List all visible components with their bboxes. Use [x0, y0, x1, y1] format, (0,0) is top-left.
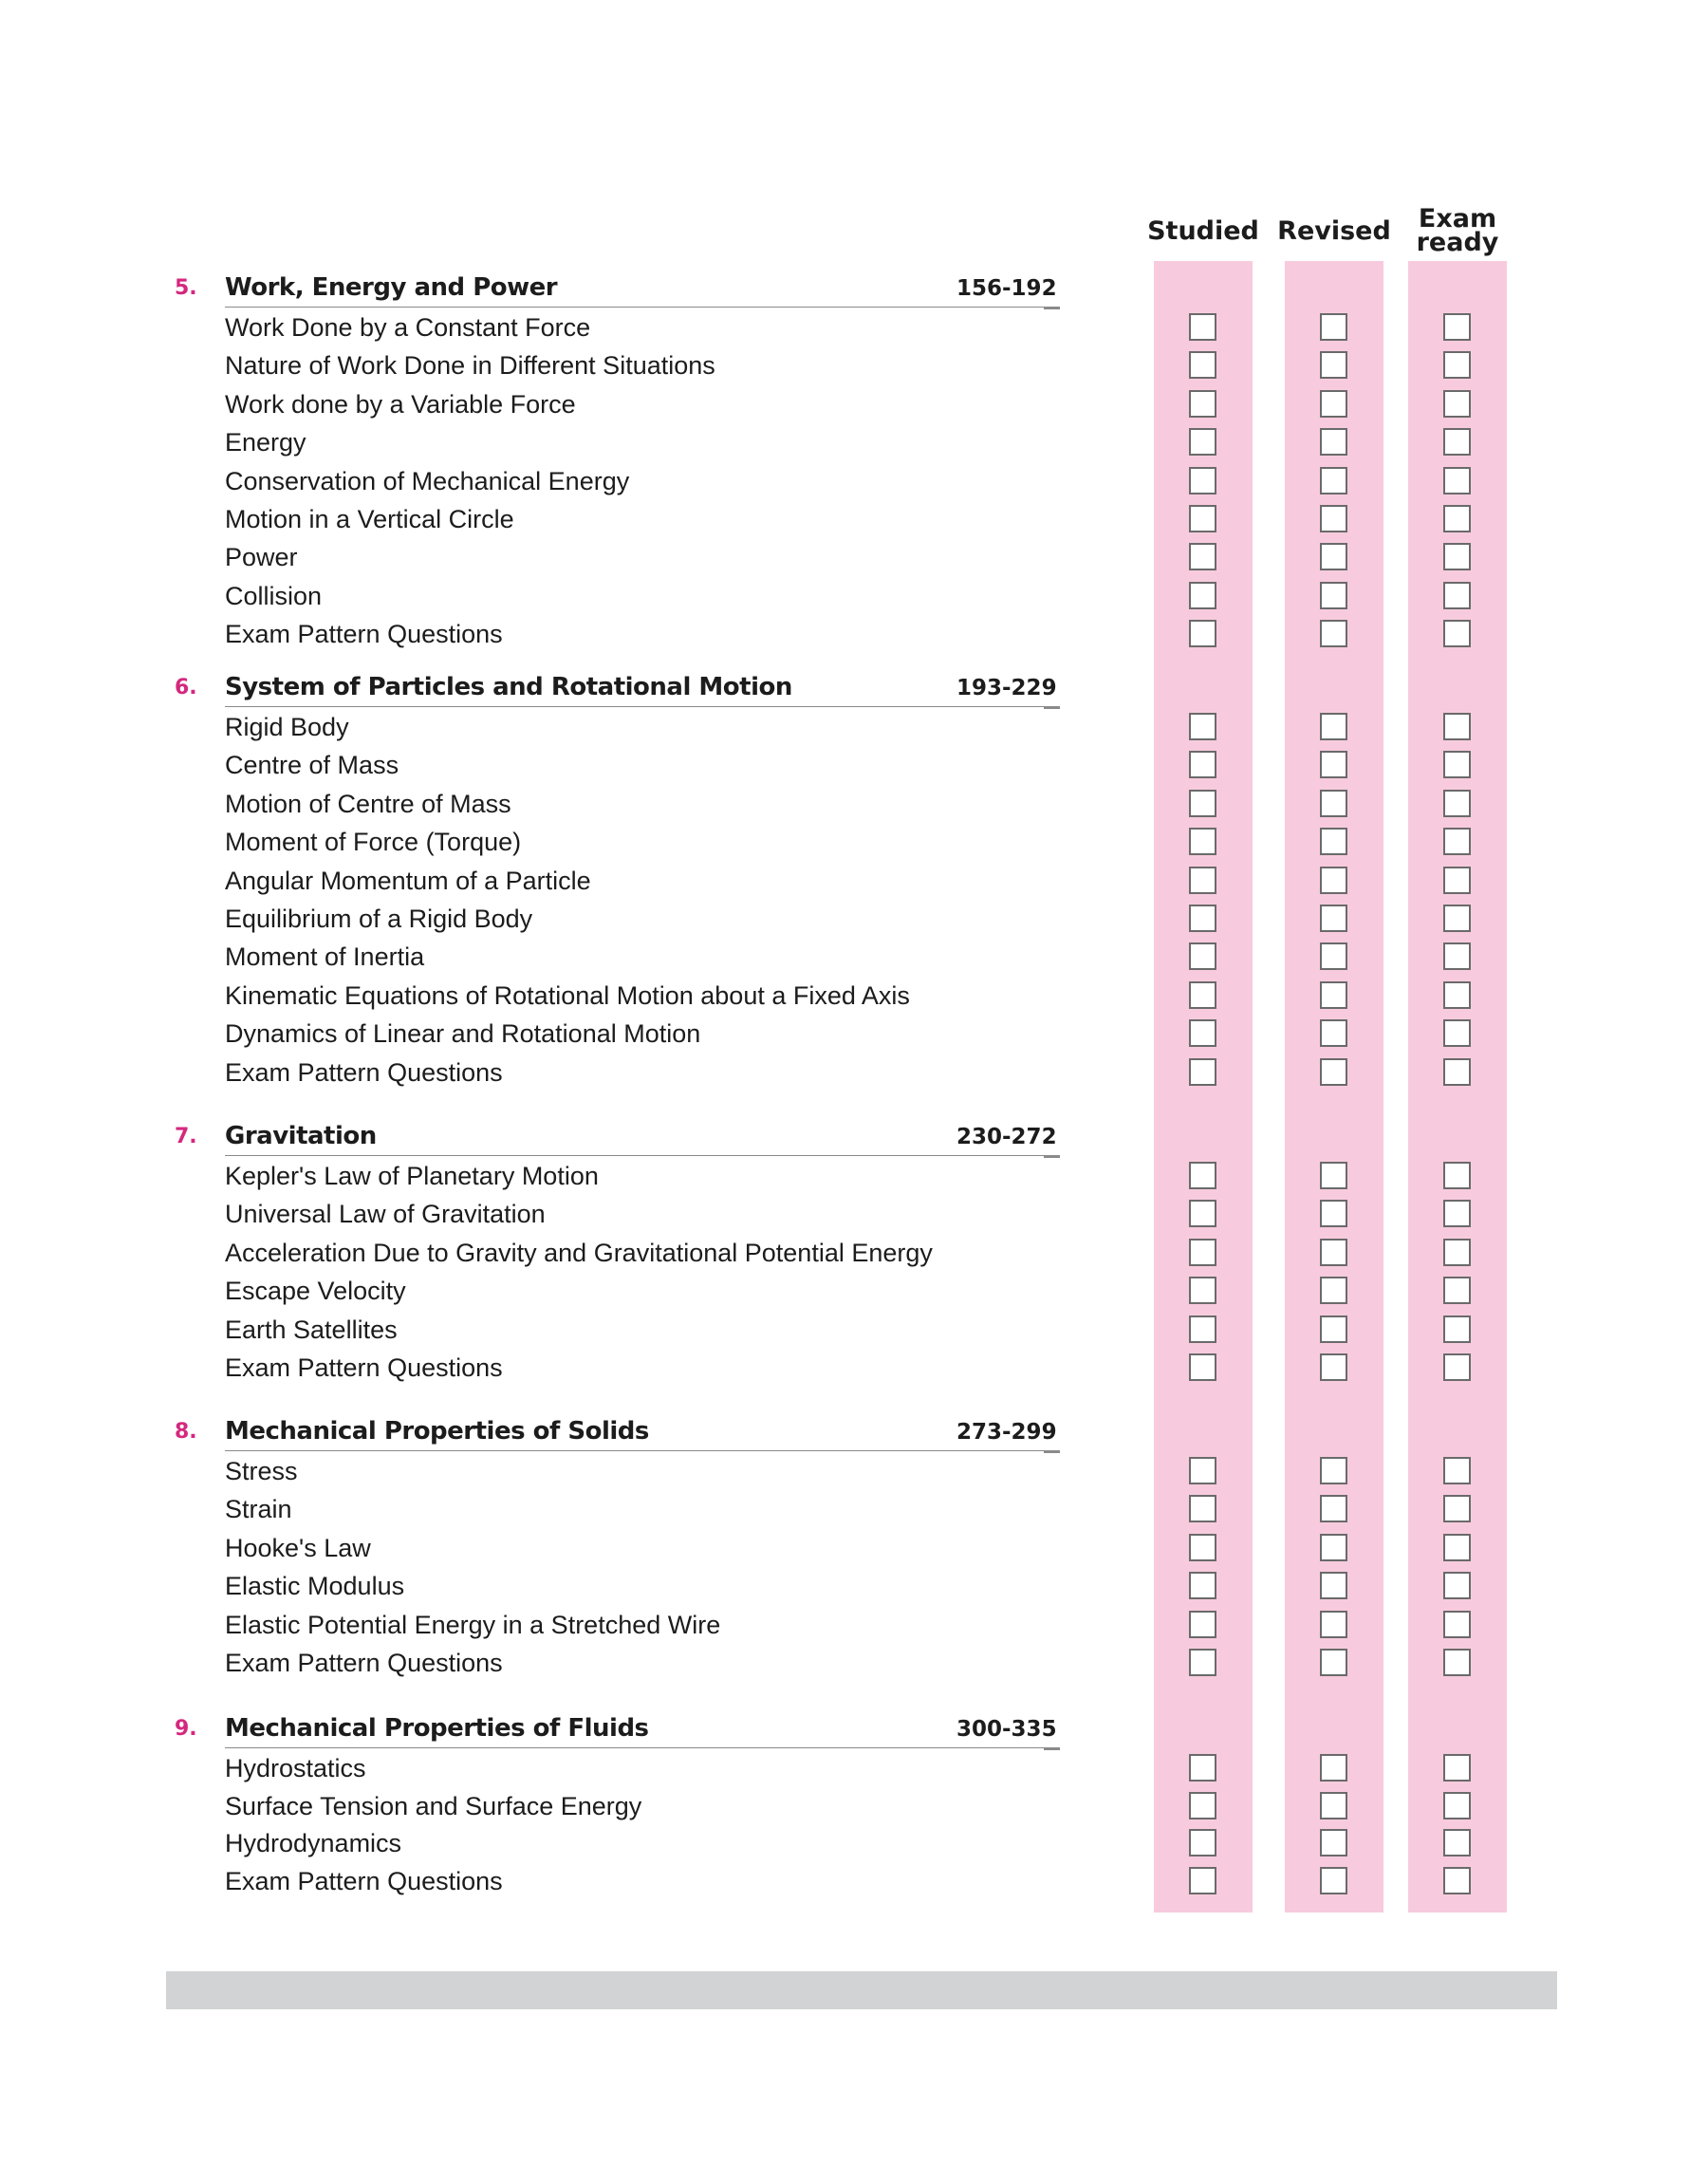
topic-label: Moment of Inertia [225, 942, 425, 972]
chapter-divider [225, 1747, 1060, 1748]
exam-ready-checkbox[interactable] [1443, 1058, 1471, 1086]
studied-checkbox[interactable] [1189, 1019, 1216, 1047]
studied-checkbox[interactable] [1189, 981, 1216, 1009]
exam-ready-checkbox[interactable] [1443, 390, 1471, 418]
revised-checkbox[interactable] [1320, 390, 1347, 418]
revised-checkbox[interactable] [1320, 828, 1347, 855]
chapter-number: 5. [175, 276, 197, 300]
chapter-header [0, 1119, 1708, 1157]
exam-ready-header-line2: ready [1416, 228, 1499, 257]
studied-checkbox[interactable] [1189, 313, 1216, 341]
exam-ready-checkbox[interactable] [1443, 1457, 1471, 1484]
topic-label: Equilibrium of a Rigid Body [225, 905, 533, 933]
topic-label: Hydrodynamics [225, 1829, 402, 1857]
revised-checkbox[interactable] [1320, 1457, 1347, 1484]
studied-checkbox[interactable] [1189, 828, 1216, 855]
studied-checkbox[interactable] [1189, 1649, 1216, 1676]
topic-label: Elastic Modulus [225, 1572, 405, 1601]
exam-ready-checkbox[interactable] [1443, 1019, 1471, 1047]
revised-checkbox[interactable] [1320, 313, 1347, 341]
revised-checkbox[interactable] [1320, 1754, 1347, 1782]
exam-ready-checkbox[interactable] [1443, 713, 1471, 740]
studied-checkbox[interactable] [1189, 1754, 1216, 1782]
exam-ready-checkbox[interactable] [1443, 1611, 1471, 1638]
chapter-divider-tick [1044, 706, 1060, 709]
topic-label: Work done by a Variable Force [225, 389, 576, 419]
revised-checkbox[interactable] [1320, 1200, 1347, 1227]
studied-checkbox[interactable] [1189, 1239, 1216, 1266]
chapter-page-range: 193-229 [956, 676, 1057, 700]
topic-label: Exam Pattern Questions [225, 1866, 503, 1895]
revised-checkbox[interactable] [1320, 1534, 1347, 1561]
chapter-header [0, 1414, 1708, 1452]
exam-ready-checkbox[interactable] [1443, 505, 1471, 532]
topic-label: Acceleration Due to Gravity and Gravitational Potential Energy [225, 1238, 933, 1267]
revised-checkbox[interactable] [1320, 1315, 1347, 1343]
chapter-divider-tick [1044, 1155, 1060, 1158]
studied-checkbox[interactable] [1189, 751, 1216, 778]
topic-label: Hydrostatics [225, 1754, 366, 1782]
studied-checkbox[interactable] [1189, 1277, 1216, 1304]
exam-ready-checkbox[interactable] [1443, 582, 1471, 609]
revised-checkbox[interactable] [1320, 1162, 1347, 1189]
revised-checkbox[interactable] [1320, 505, 1347, 532]
topic-label: Exam Pattern Questions [225, 1353, 503, 1382]
footer-bar [166, 1971, 1557, 2009]
topic-label: Collision [225, 581, 323, 610]
topic-label: Work Done by a Constant Force [225, 313, 591, 342]
chapter-number: 8. [175, 1420, 197, 1444]
revised-checkbox[interactable] [1320, 1495, 1347, 1522]
revised-checkbox[interactable] [1320, 1792, 1347, 1819]
revised-checkbox[interactable] [1320, 1611, 1347, 1638]
revised-checkbox[interactable] [1320, 582, 1347, 609]
revised-checkbox[interactable] [1320, 905, 1347, 932]
chapter-header [0, 271, 1708, 308]
exam-ready-checkbox[interactable] [1443, 351, 1471, 379]
studied-checkbox[interactable] [1189, 1200, 1216, 1227]
topic-label: Universal Law of Gravitation [225, 1200, 546, 1229]
revised-checkbox[interactable] [1320, 543, 1347, 570]
revised-checkbox[interactable] [1320, 713, 1347, 740]
exam-ready-checkbox[interactable] [1443, 467, 1471, 494]
studied-checkbox[interactable] [1189, 1572, 1216, 1599]
topic-label: Surface Tension and Surface Energy [225, 1791, 642, 1820]
chapter-divider-tick [1044, 1450, 1060, 1453]
topic-label: Hooke's Law [225, 1533, 371, 1562]
topic-label: Centre of Mass [225, 751, 399, 780]
topic-label: Elastic Potential Energy in a Stretched Wire [225, 1610, 721, 1639]
topic-label: Angular Momentum of a Particle [225, 866, 591, 895]
exam-ready-checkbox[interactable] [1443, 1315, 1471, 1343]
studied-checkbox[interactable] [1189, 1495, 1216, 1522]
studied-checkbox[interactable] [1189, 620, 1216, 647]
topic-label: Escape Velocity [225, 1277, 406, 1306]
exam-ready-checkbox[interactable] [1443, 1162, 1471, 1189]
topic-label: Power [225, 543, 298, 572]
studied-checkbox[interactable] [1189, 867, 1216, 894]
topic-label: Rigid Body [225, 713, 349, 741]
studied-checkbox[interactable] [1189, 905, 1216, 932]
exam-ready-checkbox[interactable] [1443, 1353, 1471, 1381]
exam-ready-checkbox[interactable] [1443, 1200, 1471, 1227]
studied-checkbox[interactable] [1189, 428, 1216, 456]
chapter-divider-tick [1044, 307, 1060, 309]
exam-ready-checkbox[interactable] [1443, 1495, 1471, 1522]
exam-ready-checkbox[interactable] [1443, 313, 1471, 341]
chapter-divider [225, 1155, 1060, 1156]
revised-checkbox[interactable] [1320, 620, 1347, 647]
topic-label: Stress [225, 1457, 298, 1485]
chapter-title: Gravitation [225, 1122, 377, 1150]
revised-checkbox[interactable] [1320, 428, 1347, 456]
studied-checkbox[interactable] [1189, 713, 1216, 740]
exam-ready-checkbox[interactable] [1443, 981, 1471, 1009]
topic-label: Dynamics of Linear and Rotational Motion [225, 1019, 701, 1049]
revised-checkbox[interactable] [1320, 1058, 1347, 1086]
exam-ready-checkbox[interactable] [1443, 1534, 1471, 1561]
studied-checkbox[interactable] [1189, 1534, 1216, 1561]
studied-checkbox[interactable] [1189, 1058, 1216, 1086]
topic-label: Exam Pattern Questions [225, 1057, 503, 1087]
topic-label: Nature of Work Done in Different Situations [225, 351, 715, 381]
chapter-title: System of Particles and Rotational Motion [225, 673, 792, 701]
exam-ready-checkbox[interactable] [1443, 1277, 1471, 1304]
studied-column-header: Studied [1147, 216, 1259, 246]
chapter-divider [225, 706, 1060, 707]
exam-ready-checkbox[interactable] [1443, 428, 1471, 456]
studied-checkbox[interactable] [1189, 390, 1216, 418]
revised-checkbox[interactable] [1320, 751, 1347, 778]
exam-ready-checkbox[interactable] [1443, 1829, 1471, 1856]
studied-checkbox[interactable] [1189, 1829, 1216, 1856]
chapter-divider [225, 307, 1060, 308]
studied-checkbox[interactable] [1189, 1353, 1216, 1381]
studied-checkbox[interactable] [1189, 1792, 1216, 1819]
revised-checkbox[interactable] [1320, 942, 1347, 970]
chapter-number: 9. [175, 1717, 197, 1741]
exam-ready-checkbox[interactable] [1443, 828, 1471, 855]
chapter-number: 7. [175, 1125, 197, 1148]
chapter-page-range: 273-299 [956, 1420, 1057, 1445]
exam-ready-checkbox[interactable] [1443, 1572, 1471, 1599]
studied-checkbox[interactable] [1189, 1162, 1216, 1189]
topic-label: Exam Pattern Questions [225, 620, 503, 649]
exam-ready-checkbox[interactable] [1443, 942, 1471, 970]
exam-ready-checkbox[interactable] [1443, 1649, 1471, 1676]
studied-checkbox[interactable] [1189, 1457, 1216, 1484]
revised-checkbox[interactable] [1320, 1829, 1347, 1856]
exam-ready-checkbox[interactable] [1443, 751, 1471, 778]
revised-checkbox[interactable] [1320, 1277, 1347, 1304]
chapter-divider-tick [1044, 1747, 1060, 1750]
exam-ready-checkbox[interactable] [1443, 1754, 1471, 1782]
revised-checkbox[interactable] [1320, 1572, 1347, 1599]
exam-ready-column-header [1391, 204, 1524, 257]
studied-checkbox[interactable] [1189, 582, 1216, 609]
exam-ready-checkbox[interactable] [1443, 1239, 1471, 1266]
exam-ready-header-line1: Exam [1418, 204, 1497, 233]
exam-ready-checkbox[interactable] [1443, 905, 1471, 932]
revised-checkbox[interactable] [1320, 1019, 1347, 1047]
exam-ready-checkbox[interactable] [1443, 1867, 1471, 1894]
revised-column-header: Revised [1277, 216, 1391, 246]
chapter-title: Mechanical Properties of Fluids [225, 1714, 649, 1743]
topic-label: Energy [225, 428, 306, 457]
chapter-divider [225, 1450, 1060, 1451]
topic-label: Strain [225, 1495, 292, 1524]
exam-ready-checkbox[interactable] [1443, 1792, 1471, 1819]
topic-label: Conservation of Mechanical Energy [225, 466, 630, 495]
revised-checkbox[interactable] [1320, 790, 1347, 817]
chapter-header [0, 1711, 1708, 1749]
exam-ready-checkbox[interactable] [1443, 867, 1471, 894]
studied-checkbox[interactable] [1189, 543, 1216, 570]
revised-checkbox[interactable] [1320, 1239, 1347, 1266]
chapter-header [0, 670, 1708, 708]
topic-label: Earth Satellites [225, 1315, 398, 1344]
chapter-page-range: 156-192 [956, 276, 1057, 301]
revised-checkbox[interactable] [1320, 1353, 1347, 1381]
topic-label: Moment of Force (Torque) [225, 828, 522, 857]
topic-label: Motion of Centre of Mass [225, 789, 511, 818]
revised-checkbox[interactable] [1320, 981, 1347, 1009]
revised-checkbox[interactable] [1320, 351, 1347, 379]
topic-label: Motion in a Vertical Circle [225, 505, 514, 533]
exam-ready-checkbox[interactable] [1443, 790, 1471, 817]
studied-checkbox[interactable] [1189, 505, 1216, 532]
studied-checkbox[interactable] [1189, 790, 1216, 817]
chapter-number: 6. [175, 676, 197, 700]
topic-label: Exam Pattern Questions [225, 1649, 503, 1677]
exam-ready-checkbox[interactable] [1443, 620, 1471, 647]
topic-label: Kepler's Law of Planetary Motion [225, 1162, 599, 1190]
studied-checkbox[interactable] [1189, 942, 1216, 970]
revised-checkbox[interactable] [1320, 867, 1347, 894]
chapter-title: Mechanical Properties of Solids [225, 1417, 649, 1446]
studied-checkbox[interactable] [1189, 1315, 1216, 1343]
chapter-page-range: 300-335 [956, 1717, 1057, 1742]
revised-checkbox[interactable] [1320, 467, 1347, 494]
revised-checkbox[interactable] [1320, 1649, 1347, 1676]
studied-checkbox[interactable] [1189, 1867, 1216, 1894]
studied-checkbox[interactable] [1189, 467, 1216, 494]
revised-checkbox[interactable] [1320, 1867, 1347, 1894]
exam-ready-checkbox[interactable] [1443, 543, 1471, 570]
studied-checkbox[interactable] [1189, 1611, 1216, 1638]
chapter-page-range: 230-272 [956, 1125, 1057, 1149]
chapter-title: Work, Energy and Power [225, 273, 558, 302]
topic-label: Kinematic Equations of Rotational Motion about a Fixed Axis [225, 980, 910, 1010]
studied-checkbox[interactable] [1189, 351, 1216, 379]
